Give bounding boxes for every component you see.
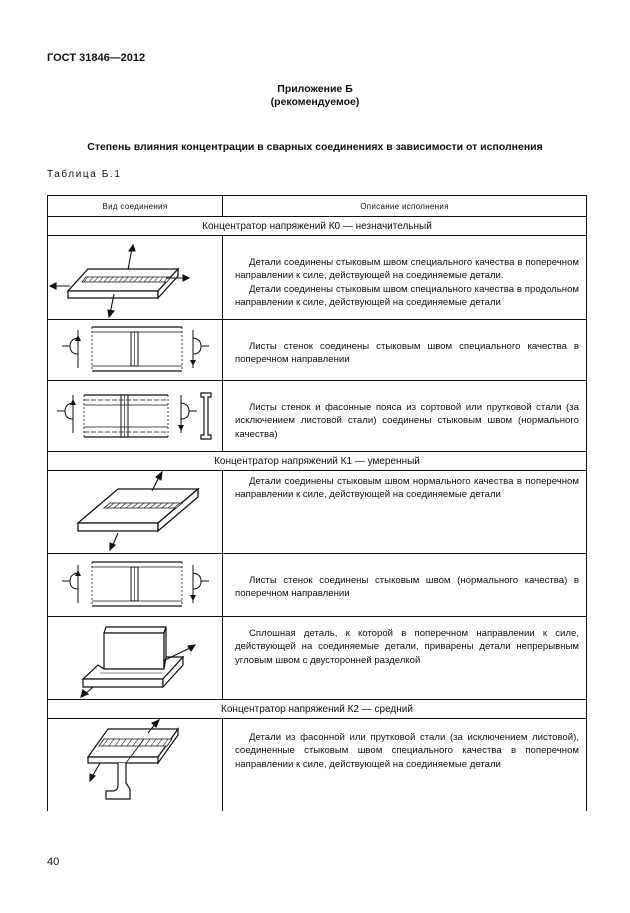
description-text: Детали соединены стыковым швом специального качества в продольном направлении к силе, действующей на соединяемые детали: [235, 283, 579, 309]
description-cell: [223, 236, 587, 320]
description-text: Детали из фасонной или прутковой стали (за исключением листовой), соединенные стыковым швом специального качества в поперечном направлении к силе, действующей на соединяемые детали: [235, 732, 579, 770]
description-text: Листы стенок и фасонные пояса из сортовой или прутковой стали (за исключением листовой стали) соединены стыковым швом (нормального качества): [235, 402, 579, 440]
web-butt-normal-diagram: [48, 554, 223, 616]
plate-butt-normal-diagram: [48, 471, 223, 553]
section-k1: Концентратор напряжений К1 — умеренный: [48, 452, 587, 471]
table-row: [48, 554, 587, 617]
appendix-title: Приложение Б: [277, 83, 353, 95]
section-k0: Концентратор напряжений К0 — незначительный: [48, 217, 587, 236]
description-cell: [223, 471, 587, 554]
shaped-steel-weld-diagram: [48, 719, 223, 811]
standard-number: ГОСТ 31846—2012: [47, 52, 146, 64]
web-butt-weld-diagram: [48, 320, 223, 380]
web-flange-weld-diagram: [48, 381, 223, 451]
figure-web-flange-butt: [48, 381, 223, 452]
description-text: Сплошная деталь, к которой в поперечном направлении к силе, действующей на соединяемые детали, приварены детали непрерывным угловым швом с двусторонней разделкой: [235, 628, 579, 666]
description-text: Листы стенок соединены стыковым швом специального качества в поперечном направлении: [235, 341, 579, 366]
table-row: [48, 381, 587, 452]
table-row: [48, 471, 587, 554]
description-text: Листы стенок соединены стыковым швом (нормального качества) в поперечном направлении: [235, 575, 579, 600]
col-header-joint-type: Вид соединения: [48, 196, 223, 217]
appendix-note: (рекомендуемое): [270, 96, 360, 108]
figure-web-butt-special: [48, 320, 223, 381]
figure-plate-butt-normal: [48, 471, 223, 554]
table-row: [48, 236, 587, 320]
description-cell: [223, 554, 587, 617]
description-cell: [223, 617, 587, 700]
table-row: [48, 617, 587, 700]
description-cell: [223, 320, 587, 381]
description-text: Детали соединены стыковым швом специального качества в поперечном направлении к силе, действующей на соединяемые детали.: [235, 257, 579, 282]
section-k2: Концентратор напряжений К2 — средний: [48, 700, 587, 719]
figure-web-butt-normal: [48, 554, 223, 617]
plate-butt-weld-diagram: [48, 236, 223, 319]
table-row: [48, 719, 587, 812]
table-row: [48, 320, 587, 381]
fillet-weld-diagram: [48, 617, 223, 699]
page-number: 40: [47, 856, 60, 868]
description-text: Детали соединены стыковым швом нормального качества в поперечном направлении к силе, действующей на соединяемые детали: [235, 476, 579, 501]
description-cell: [223, 381, 587, 452]
figure-fillet-weld: [48, 617, 223, 700]
description-cell: [223, 719, 587, 812]
table-label: Таблица Б.1: [47, 169, 122, 180]
weld-table: [47, 195, 587, 811]
figure-shaped-steel-butt: [48, 719, 223, 812]
table-header-row: [48, 196, 587, 217]
figure-plate-butt-special: [48, 236, 223, 320]
document-title: Степень влияния концентрации в сварных соединениях в зависимости от исполнения: [87, 141, 543, 153]
col-header-description: Описание исполнения: [223, 196, 587, 217]
